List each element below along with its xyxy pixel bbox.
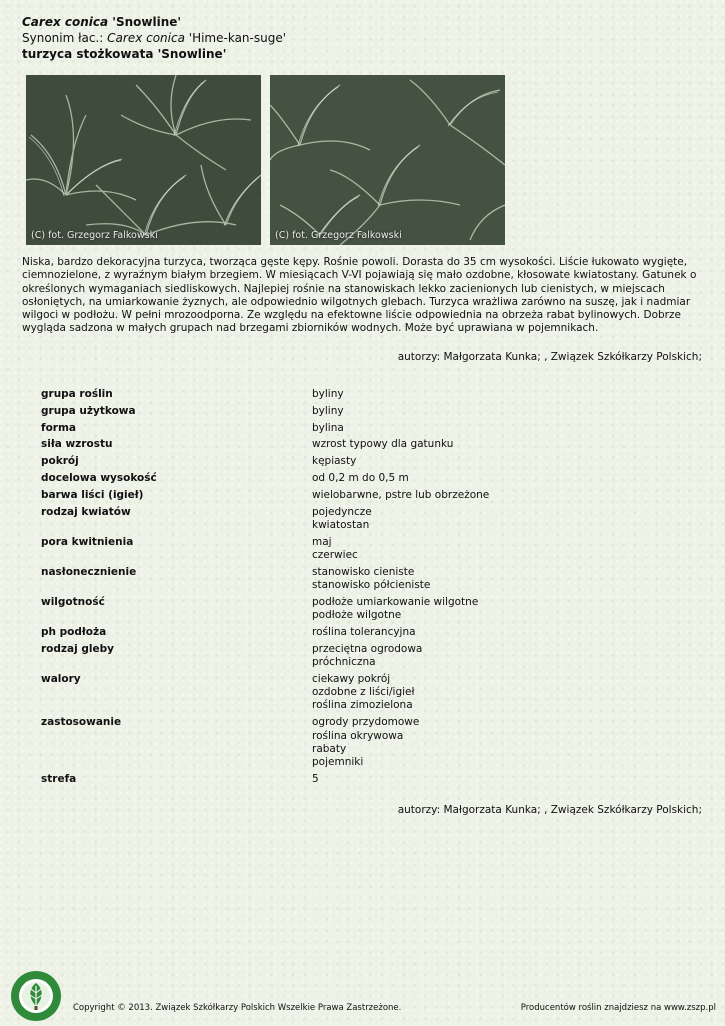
attribute-value: podłoże wilgotne bbox=[312, 609, 402, 622]
attribute-values bbox=[312, 489, 489, 502]
attribute-values bbox=[312, 626, 416, 639]
attribute-label: pora kwitnienia bbox=[41, 535, 134, 548]
attribute-value: maj bbox=[312, 535, 332, 548]
attribute-row bbox=[41, 422, 681, 439]
attribute-row bbox=[41, 506, 681, 536]
attribute-value: rabaty bbox=[312, 742, 347, 755]
attribute-label: rodzaj gleby bbox=[41, 642, 114, 655]
attribute-row bbox=[41, 438, 681, 455]
attribute-row bbox=[41, 388, 681, 405]
plant-latin-name bbox=[22, 14, 286, 30]
attribute-values bbox=[312, 472, 409, 485]
attribute-value: podłoże umiarkowanie wilgotne bbox=[312, 595, 479, 608]
attribute-value: wielobarwne, pstre lub obrzeżone bbox=[312, 488, 490, 501]
attribute-label: barwa liści (igieł) bbox=[41, 488, 144, 501]
attribute-value: pojedyncze bbox=[312, 505, 372, 518]
attribute-values bbox=[312, 536, 358, 563]
attribute-label: rodzaj kwiatów bbox=[41, 505, 131, 518]
attribute-label: grupa użytkowa bbox=[41, 404, 136, 417]
attribute-row bbox=[41, 405, 681, 422]
attribute-value: przeciętna ogrodowa bbox=[312, 642, 423, 655]
attribute-label: nasłonecznienie bbox=[41, 565, 137, 578]
attribute-row bbox=[41, 716, 681, 773]
attribute-row bbox=[41, 643, 681, 673]
grass-image bbox=[270, 75, 505, 245]
photo-credit: (C) fot. Grzegorz Falkowski bbox=[31, 230, 158, 241]
producers-link[interactable]: Producentów roślin znajdziesz na www.zszp.pl bbox=[520, 1003, 716, 1013]
footer bbox=[0, 970, 725, 1024]
attribute-row bbox=[41, 472, 681, 489]
attribute-values bbox=[312, 643, 422, 670]
attribute-value: roślina zimozielona bbox=[312, 699, 413, 712]
copyright-text: Copyright © 2013. Związek Szkółkarzy Polskich Wszelkie Prawa Zastrzeżone. bbox=[73, 1003, 402, 1013]
attribute-value: roślina tolerancyjna bbox=[312, 625, 416, 638]
attribute-label: wilgotność bbox=[41, 595, 105, 608]
attribute-label: docelowa wysokość bbox=[41, 471, 157, 484]
attribute-value: wzrost typowy dla gatunku bbox=[312, 438, 454, 451]
attribute-row bbox=[41, 455, 681, 472]
attribute-row bbox=[41, 626, 681, 643]
attribute-values bbox=[312, 455, 356, 468]
synonym-line bbox=[22, 30, 286, 46]
attribute-values bbox=[312, 596, 478, 623]
synonym-prefix: Synonim łac.: bbox=[22, 31, 108, 45]
attribute-values bbox=[312, 506, 372, 533]
plant-photo[interactable] bbox=[270, 75, 505, 245]
attribute-row bbox=[41, 596, 681, 626]
photo-gallery bbox=[26, 75, 506, 245]
attribute-value: pojemniki bbox=[312, 756, 364, 769]
latin-genus: Carex conica bbox=[22, 15, 109, 29]
attribute-value: byliny bbox=[312, 388, 344, 400]
synonym-latin: Carex conica bbox=[107, 31, 185, 45]
attribute-label: walory bbox=[41, 672, 81, 685]
attribute-label: strefa bbox=[41, 772, 77, 785]
authors-line: autorzy: Małgorzata Kunka; , Związek Szkółkarzy Polskich; bbox=[397, 804, 702, 816]
attribute-values bbox=[312, 773, 319, 786]
attribute-value: kwiatostan bbox=[312, 518, 370, 531]
plant-photo[interactable] bbox=[26, 75, 261, 245]
cultivar-name: 'Snowline' bbox=[112, 15, 182, 29]
attribute-label: siła wzrostu bbox=[41, 438, 113, 451]
attribute-label: grupa roślin bbox=[41, 388, 113, 400]
attribute-values bbox=[312, 438, 453, 451]
attribute-row bbox=[41, 489, 681, 506]
attribute-value: czerwiec bbox=[312, 548, 358, 561]
attribute-values bbox=[312, 673, 414, 713]
attribute-row bbox=[41, 566, 681, 596]
attribute-label: ph podłoża bbox=[41, 625, 107, 638]
synonym-cultivar: 'Hime-kan-suge' bbox=[184, 31, 287, 45]
attributes-table bbox=[41, 388, 681, 790]
attribute-value: ciekawy pokrój bbox=[312, 672, 391, 685]
authors-line: autorzy: Małgorzata Kunka; , Związek Szkółkarzy Polskich; bbox=[397, 351, 702, 363]
plant-description: Niska, bardzo dekoracyjna turzyca, tworząca gęste kępy. Rośnie powoli. Dorasta do 35 cm wysokości. Liście łukowato wygięte, ciemnozielone, z wyraźnym białym brzegiem. W miesiącach V-VI pojawiają się mało ozdobne, kłosowate kwiatostany. Gatunek o określonych wymaganiach siedliskowych. Najlepiej rośnie na stanowiskach lekko zacienionych lub cienistych, w miejscach osłoniętych, na umiarkowanie żyznych, ale odpowiednio wilgotnych glebach. Turzyca wrażliwa zarówno na suszę, jak i nadmiar wilgoci w podłożu. W pełni mrozoodporna. Ze względu na efektowne liście odpowiednia na obrzeża rabat bylinowych. Dobrze wygląda sadzona w małych grupach nad brzegami zbiorników wodnych. Może być uprawiana w pojemnikach. bbox=[22, 256, 697, 335]
attribute-row bbox=[41, 773, 681, 790]
grass-image bbox=[26, 75, 261, 245]
polish-name: turzyca stożkowata 'Snowline' bbox=[22, 47, 227, 61]
attribute-values bbox=[312, 405, 344, 418]
attribute-value: 5 bbox=[312, 772, 319, 785]
attribute-value: stanowisko cieniste bbox=[312, 565, 415, 578]
attribute-value: stanowisko półcieniste bbox=[312, 579, 431, 592]
attribute-value: ozdobne z liści/igieł bbox=[312, 686, 415, 699]
attribute-label: pokrój bbox=[41, 455, 79, 468]
attribute-values bbox=[312, 716, 419, 769]
plant-header bbox=[22, 14, 286, 62]
attribute-value: od 0,2 m do 0,5 m bbox=[312, 471, 409, 484]
attribute-value: bylina bbox=[312, 421, 344, 434]
attribute-values bbox=[312, 388, 344, 401]
nursery-quality-logo bbox=[10, 970, 62, 1022]
attribute-value: byliny bbox=[312, 404, 344, 417]
attribute-row bbox=[41, 673, 681, 716]
photo-credit: (C) fot. Grzegorz Falkowski bbox=[275, 230, 402, 241]
attribute-label: forma bbox=[41, 421, 76, 434]
attribute-values bbox=[312, 422, 344, 435]
attribute-row bbox=[41, 536, 681, 566]
attribute-label: zastosowanie bbox=[41, 716, 122, 729]
attribute-value: roślina okrywowa bbox=[312, 729, 404, 742]
attribute-values bbox=[312, 566, 430, 593]
attribute-value: ogrody przydomowe bbox=[312, 716, 420, 729]
attribute-value: kępiasty bbox=[312, 455, 357, 468]
attribute-value: próchniczna bbox=[312, 656, 376, 669]
